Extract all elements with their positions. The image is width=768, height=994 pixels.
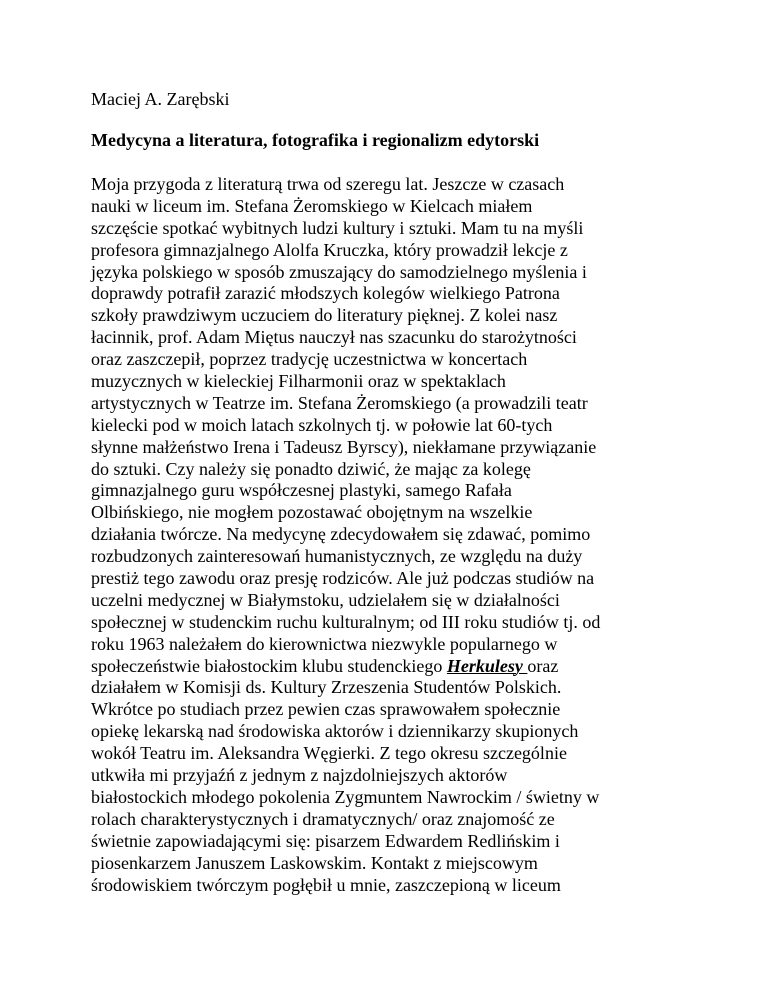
body-line: białostockich młodego pokolenia Zygmuntem Nawrockim / świetny w [91, 786, 600, 807]
document-page [91, 88, 711, 895]
body-line: roku 1963 należałem do kierownictwa niezwykle popularnego w [91, 633, 558, 654]
club-name-emphasis: Herkulesy [446, 655, 528, 676]
body-line: rozbudzonych zainteresowań humanistycznych, ze względu na duży [91, 546, 583, 567]
body-line: opiekę lekarską nad środowiska aktorów i dziennikarzy skupionych [91, 721, 579, 742]
body-line-tail: oraz [527, 655, 559, 676]
body-line-text: społeczeństwie białostockim klubu studenckiego [91, 655, 447, 676]
body-line: uczelni medycznej w Białymstoku, udzielałem się w działalności [91, 589, 560, 610]
body-line: profesora gimnazjalnego Alolfa Kruczka, który prowadził lekcje z [91, 239, 568, 260]
body-line: Moja przygoda z literaturą trwa od szeregu lat. Jeszcze w czasach [91, 174, 565, 194]
body-line: nauki w liceum im. Stefana Żeromskiego w Kielcach miałem [91, 195, 533, 216]
body-line: prestiż tego zawodu oraz presję rodziców. Ale już podczas studiów na [91, 568, 595, 589]
body-line: Olbińskiego, nie mogłem pozostawać obojętnym na wszelkie [91, 502, 533, 523]
body-line: szczęście spotkać wybitnych ludzi kultury i sztuki. Mam tu na myśli [91, 217, 584, 238]
body-line: Wkrótce po studiach przez pewien czas sprawowałem społecznie [91, 699, 561, 720]
body-line: utkwiła mi przyjaźń z jednym z najzdolniejszych aktorów [91, 765, 508, 786]
body-line: wokół Teatru im. Aleksandra Węgierki. Z tego okresu szczególnie [91, 743, 567, 764]
article-title: Medycyna a literatura, fotografika i regionalizm edytorski [91, 130, 540, 150]
body-line: szkoły prawdziwym uczuciem do literatury pięknej. Z kolei nasz [91, 305, 558, 326]
body-line-with-emphasis [91, 656, 600, 678]
body-line: działania twórcze. Na medycynę zdecydowałem się zdawać, pomimo [91, 524, 591, 545]
body-line: muzycznych w kieleckiej Filharmonii oraz w spektaklach [91, 371, 506, 392]
body-line: kielecki pod w moich latach szkolnych tj. w połowie lat 60-tych [91, 414, 553, 435]
body-line: działałem w Komisji ds. Kultury Zrzeszenia Studentów Polskich. [91, 677, 562, 698]
body-line: gimnazjalnego guru współczesnej plastyki, samego Rafała [91, 480, 512, 501]
body-line: doprawdy potrafił zarazić młodszych kolegów wielkiego Patrona [91, 283, 560, 304]
body-line: piosenkarzem Januszem Laskowskim. Kontakt z miejscowym [91, 852, 538, 873]
author-name: Maciej A. Zarębski [91, 89, 230, 109]
body-line: słynne małżeństwo Irena i Tadeusz Byrscy), niekłamane przywiązanie [91, 436, 597, 457]
body-line: do sztuki. Czy należy się ponadto dziwić, że mając za kolegę [91, 458, 531, 479]
body-line: środowiskiem twórczym pogłębił u mnie, zaszczepioną w liceum [91, 874, 561, 895]
body-line: rolach charakterystycznych i dramatycznych/ oraz znajomość ze [91, 808, 555, 829]
body-line: świetnie zapowiadającymi się: pisarzem Edwardem Redlińskim i [91, 830, 560, 851]
body-line: artystycznych w Teatrze im. Stefana Żeromskiego (a prowadzili teatr [91, 392, 588, 413]
body-line: łacinnik, prof. Adam Miętus nauczył nas szacunku do starożytności [91, 327, 577, 348]
body-line: oraz zaszczepił, poprzez tradycję uczestnictwa w koncertach [91, 349, 528, 370]
body-line: języka polskiego w sposób zmuszający do samodzielnego myślenia i [91, 261, 587, 282]
body-line: społecznej w studenckim ruchu kulturalnym; od III roku studiów tj. od [91, 611, 601, 632]
article-body [91, 174, 600, 896]
